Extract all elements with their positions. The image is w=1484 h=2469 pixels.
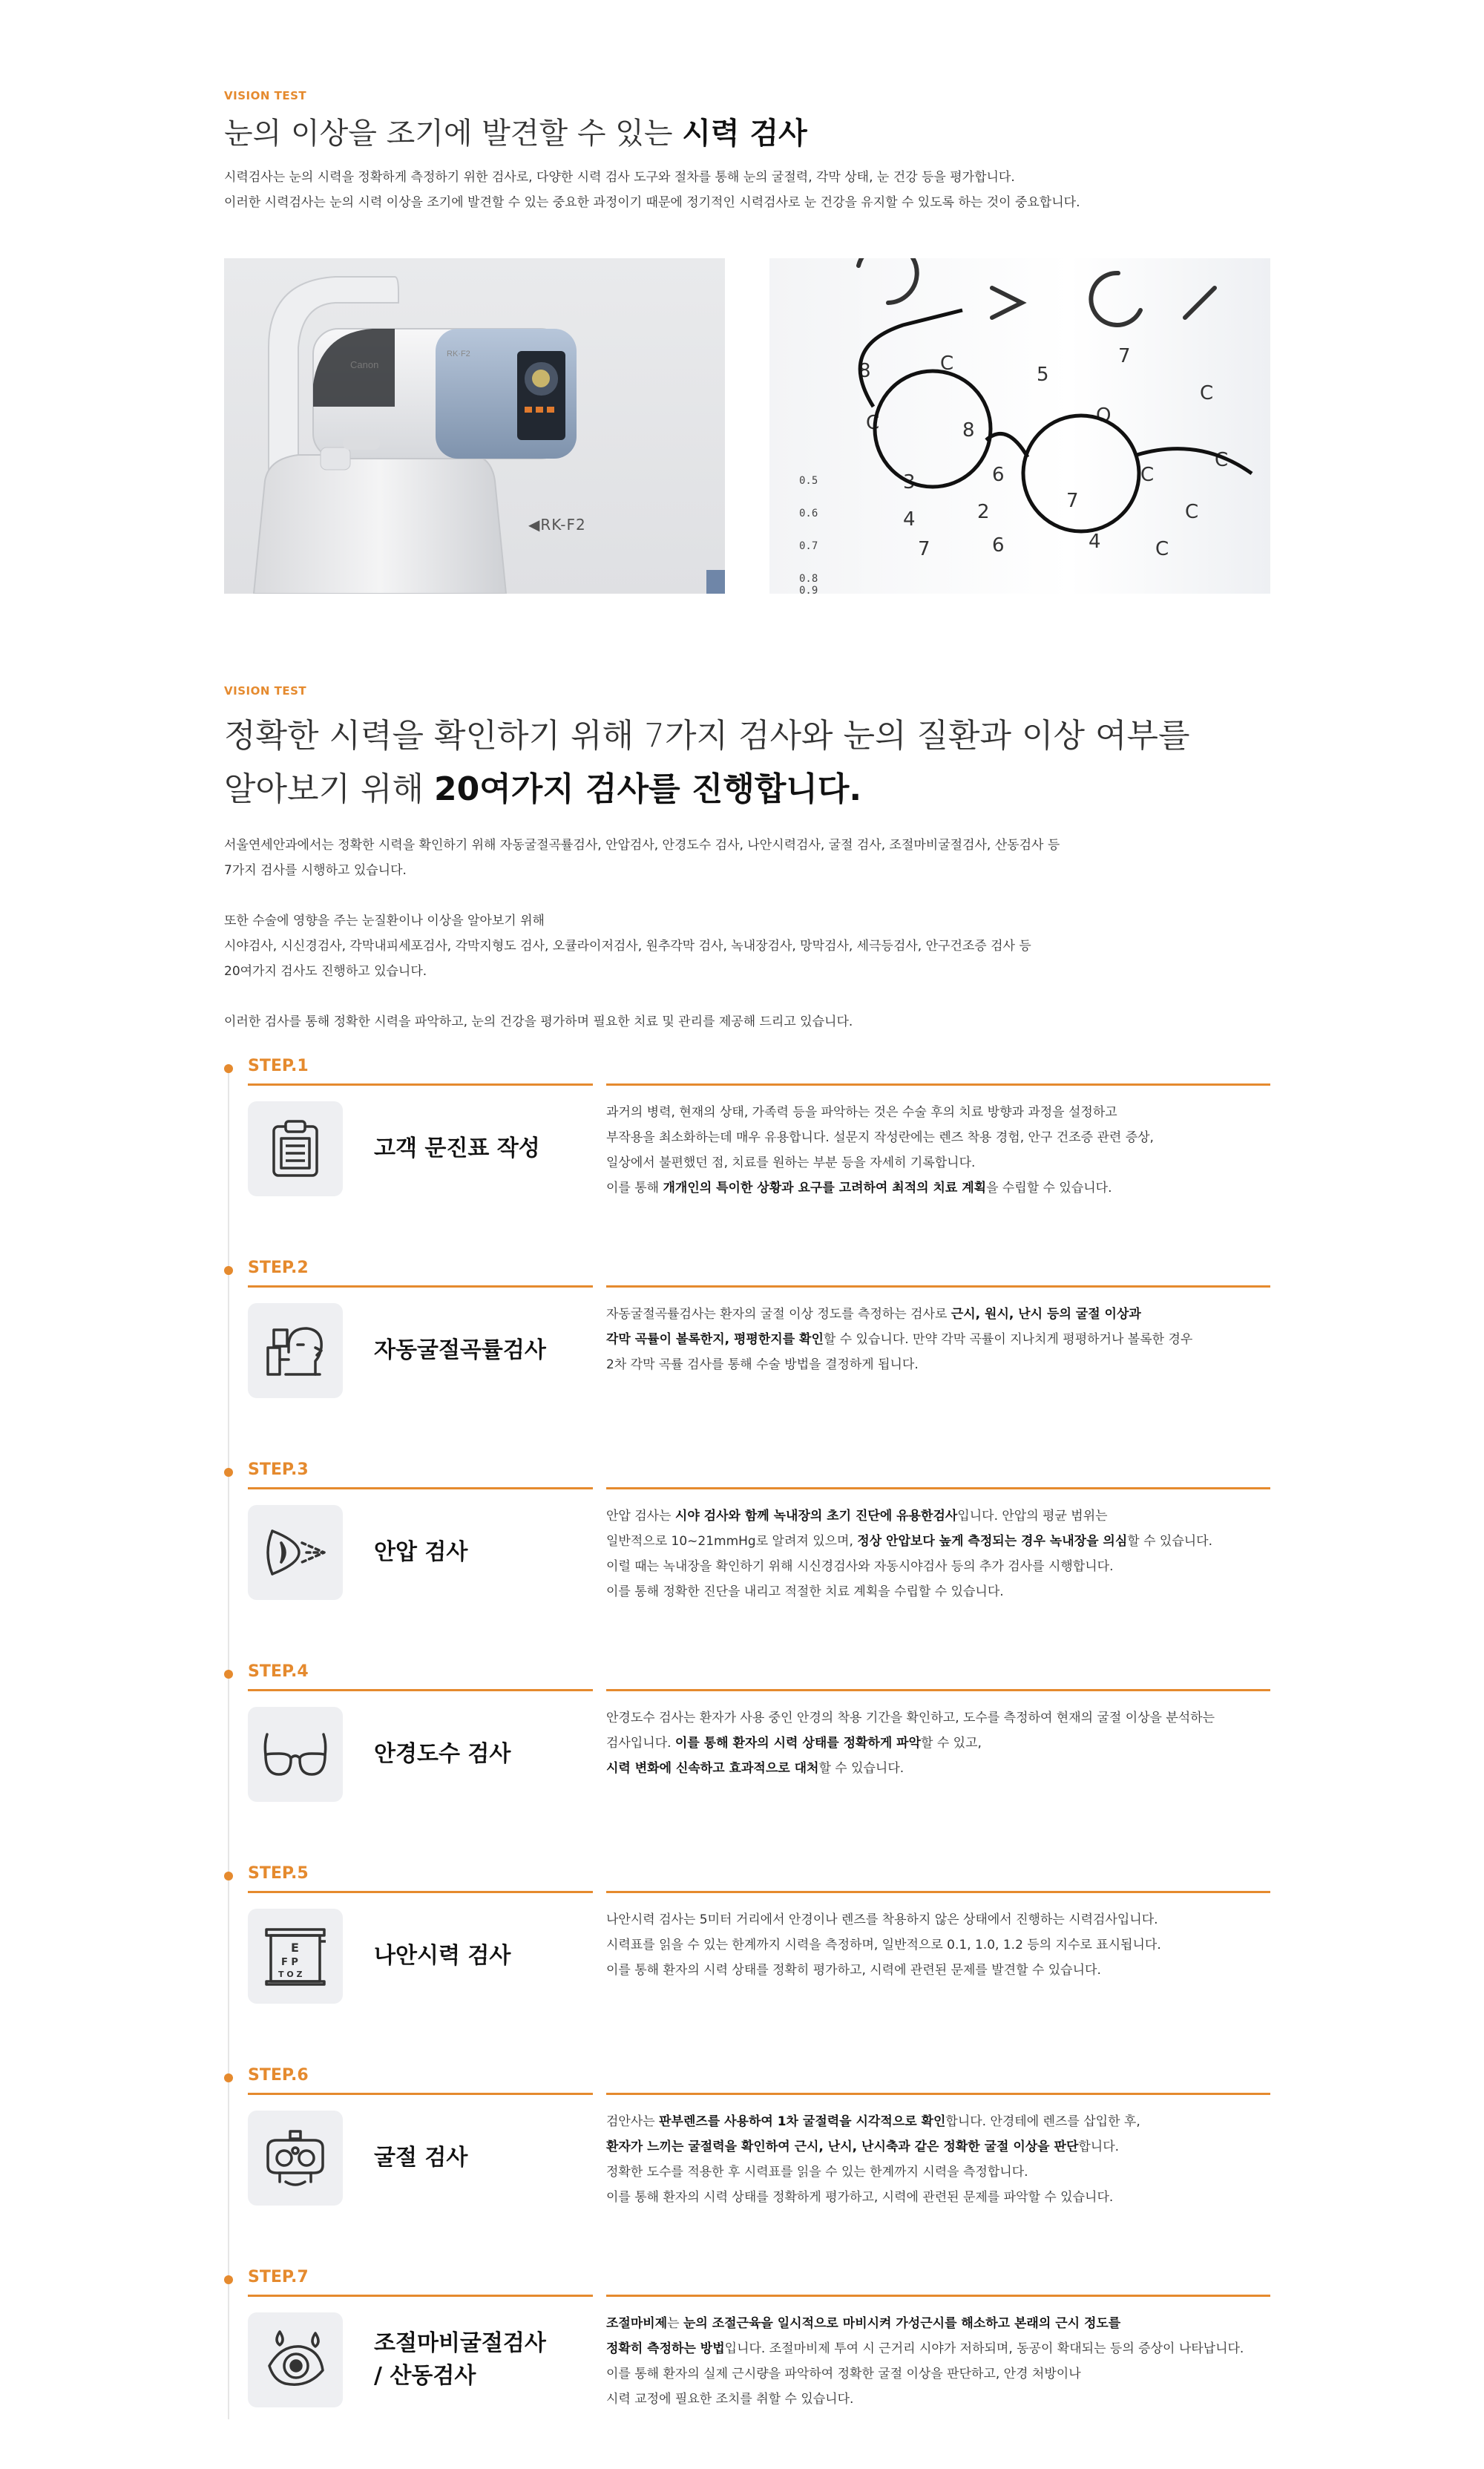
step-title: 나안시력 검사 bbox=[374, 1943, 511, 1969]
overview-title-line1: 정확한 시력을 확인하기 위해 7가지 검사와 눈의 질환과 이상 여부를 bbox=[224, 717, 1190, 755]
step-dot bbox=[224, 2073, 233, 2082]
step-description-line bbox=[606, 2160, 1270, 2185]
highlight-text: 개개인의 특이한 상황과 요구를 고려하여 최적의 치료 계획 bbox=[663, 1181, 987, 1196]
svg-text:4: 4 bbox=[903, 508, 916, 531]
step-divider-right bbox=[606, 1285, 1270, 1288]
step-label: STEP.1 bbox=[248, 1057, 309, 1075]
svg-text:C: C bbox=[1215, 449, 1229, 471]
step-description-line bbox=[606, 1529, 1270, 1554]
description-text: 검사입니다. bbox=[606, 1736, 675, 1751]
step-description bbox=[606, 1907, 1270, 1983]
step-description bbox=[606, 2109, 1270, 2210]
eye-pressure-icon bbox=[248, 1505, 343, 1600]
description-text: 시력 교정에 필요한 조치를 취할 수 있습니다. bbox=[606, 2392, 854, 2407]
description-text: 을 수립할 수 있습니다. bbox=[986, 1181, 1112, 1196]
phoropter-icon bbox=[248, 2111, 343, 2206]
step-divider-right bbox=[606, 1487, 1270, 1489]
step-description bbox=[606, 1302, 1270, 1377]
step-dot bbox=[224, 2275, 233, 2284]
step-dot bbox=[224, 1468, 233, 1477]
overview-title-line2-light: 알아보기 위해 bbox=[224, 770, 434, 808]
step-divider-left bbox=[248, 1083, 593, 1086]
step-description-line bbox=[606, 1125, 1270, 1150]
svg-text:7: 7 bbox=[1118, 345, 1131, 367]
svg-text:6: 6 bbox=[992, 534, 1005, 557]
step-dot bbox=[224, 1872, 233, 1881]
step-dot bbox=[224, 1266, 233, 1275]
description-text: 이를 통해 정확한 진단을 내리고 적절한 치료 계획을 수립할 수 있습니다. bbox=[606, 1584, 1004, 1599]
overview-title-line2-bold: 20여가지 검사를 진행합니다. bbox=[434, 770, 862, 808]
chart-row-label: 0.9 bbox=[799, 585, 818, 594]
intro-body: 시력검사는 눈의 시력을 정확하게 측정하기 위한 검사로, 다양한 시력 검사 도구와 절차를 통해 눈의 굴절력, 각막 상태, 눈 건강 등을 평가합니다. 이러한 시력검사는 눈의 시력 이상을 조기에 발견할 수 있는 중요한 과정이기 때문에 정기적인 시력검사로 눈 건강을 유지할 수 있도록 하는 것이 중요합니다. bbox=[224, 170, 1080, 210]
step-description-line bbox=[606, 1932, 1270, 1958]
step-divider-left bbox=[248, 1285, 593, 1288]
highlight-text: 각막 곡률이 볼록한지, 평평한지를 확인 bbox=[606, 1332, 824, 1347]
step-5 bbox=[224, 1864, 1270, 2059]
step-label: STEP.6 bbox=[248, 2066, 309, 2085]
description-text: 일상에서 불편했던 점, 치료를 원하는 부분 등을 자세히 기록합니다. bbox=[606, 1155, 976, 1170]
svg-text:5: 5 bbox=[1037, 364, 1049, 386]
chart-row-label: 0.7 bbox=[799, 540, 818, 552]
eye-chart-icon bbox=[248, 1909, 343, 2004]
description-text: 할 수 있습니다. bbox=[1127, 1534, 1212, 1549]
step-title: 안압 검사 bbox=[374, 1539, 468, 1565]
step-label: STEP.4 bbox=[248, 1662, 309, 1681]
device-model-label: ◀RK-F2 bbox=[528, 516, 586, 534]
highlight-text: 정상 안압보다 높게 측정되는 경우 녹내장을 의심 bbox=[857, 1534, 1128, 1549]
highlight-text: 시야 검사와 함께 녹내장의 초기 진단에 유용한검사 bbox=[674, 1509, 958, 1524]
step-description-line bbox=[606, 1352, 1270, 1377]
description-text: 할 수 있습니다. 만약 각막 곡률이 지나치게 평평하거나 볼록한 경우 bbox=[823, 1332, 1193, 1347]
step-2 bbox=[224, 1259, 1270, 1453]
step-description bbox=[606, 1100, 1270, 1201]
step-label: STEP.5 bbox=[248, 1864, 309, 1883]
svg-text:3: 3 bbox=[903, 471, 916, 494]
step-divider-left bbox=[248, 1487, 593, 1489]
step-description-line bbox=[606, 1554, 1270, 1579]
eye-drop-icon bbox=[248, 2312, 343, 2407]
svg-text:7: 7 bbox=[918, 538, 930, 560]
svg-text:8: 8 bbox=[962, 419, 975, 442]
step-description bbox=[606, 1504, 1270, 1604]
step-6 bbox=[224, 2066, 1270, 2260]
intro-title-light: 눈의 이상을 조기에 발견할 수 있는 bbox=[224, 117, 683, 151]
step-label: STEP.3 bbox=[248, 1460, 309, 1479]
intro-eyebrow: VISION TEST bbox=[224, 89, 307, 102]
description-text: 2차 각막 곡률 검사를 통해 수술 방법을 결정하게 됩니다. bbox=[606, 1357, 919, 1372]
svg-text:6: 6 bbox=[992, 464, 1005, 486]
chart-row-label: 0.5 bbox=[799, 475, 818, 487]
autorefractor-illustration bbox=[224, 258, 725, 594]
intro-photos bbox=[224, 258, 1270, 594]
description-text: 입니다. 안압의 평균 범위는 bbox=[957, 1509, 1108, 1524]
step-description bbox=[606, 1705, 1270, 1781]
intro-section bbox=[224, 89, 1270, 215]
description-text: 이를 통해 환자의 시력 상태를 정확하게 평가하고, 시력에 관련된 문제를 파악할 수 있습니다. bbox=[606, 2190, 1114, 2205]
step-description bbox=[606, 2311, 1270, 2412]
description-text: 할 수 있고, bbox=[921, 1736, 982, 1751]
description-text: 이를 통해 환자의 실제 근시량을 파악하여 정확한 굴절 이상을 판단하고, 안경 처방이나 bbox=[606, 2367, 1081, 2381]
step-description-line bbox=[606, 2336, 1270, 2361]
step-4 bbox=[224, 1662, 1270, 1857]
svg-text:C: C bbox=[1200, 382, 1214, 404]
step-description-line bbox=[606, 1504, 1270, 1529]
highlight-text: 판부렌즈를 사용하여 1차 굴절력을 시각적으로 확인 bbox=[659, 2114, 946, 2129]
description-text: 안압 검사는 bbox=[606, 1509, 675, 1524]
eye-chart-glasses-illustration bbox=[769, 258, 1270, 594]
intro-title-bold: 시력 검사 bbox=[682, 117, 807, 151]
overview-title bbox=[224, 709, 1270, 816]
description-text: 는 bbox=[667, 2316, 683, 2331]
description-text: 일반적으로 10~21mmHg로 알려져 있으며, bbox=[606, 1534, 858, 1549]
overview-section bbox=[224, 684, 1270, 1035]
step-divider-left bbox=[248, 1891, 593, 1893]
svg-text:7: 7 bbox=[1066, 490, 1079, 512]
description-text: 안경도수 검사는 환자가 사용 중인 안경의 착용 기간을 확인하고, 도수를 측정하여 현재의 굴절 이상을 분석하는 bbox=[606, 1711, 1215, 1725]
step-description-line bbox=[606, 2134, 1270, 2160]
description-text: 시력표를 읽을 수 있는 한계까지 시력을 측정하며, 일반적으로 0.1, 1.0, 1.2 등의 지수로 표시됩니다. bbox=[606, 1938, 1161, 1952]
step-dot bbox=[224, 1064, 233, 1073]
svg-text:RK·F2: RK·F2 bbox=[447, 350, 470, 358]
overview-eyebrow: VISION TEST bbox=[224, 684, 307, 698]
svg-text:C: C bbox=[1140, 464, 1155, 486]
overview-title-line2 bbox=[224, 763, 1270, 816]
step-description-line bbox=[606, 2311, 1270, 2336]
description-text: 입니다. 조절마비제 투여 시 근거리 시야가 저하되며, 동공이 확대되는 등의 증상이 나타납니다. bbox=[724, 2341, 1244, 2356]
description-text: 이를 통해 bbox=[606, 1181, 663, 1196]
step-description-line bbox=[606, 2361, 1270, 2387]
step-description-line bbox=[606, 2109, 1270, 2134]
svg-text:4: 4 bbox=[1089, 531, 1101, 553]
description-text: 합니다. bbox=[1078, 2140, 1120, 2154]
description-text: 합니다. 안경테에 렌즈를 삽입한 후, bbox=[945, 2114, 1140, 2129]
step-description-line bbox=[606, 2185, 1270, 2210]
highlight-text: 이를 통해 환자의 시력 상태를 정확하게 파악 bbox=[674, 1736, 922, 1751]
step-title: 조절마비굴절검사 / 산동검사 bbox=[374, 2330, 546, 2389]
step-description-line bbox=[606, 1907, 1270, 1932]
highlight-text: 정확히 측정하는 방법 bbox=[606, 2341, 725, 2356]
step-title: 고객 문진표 작성 bbox=[374, 1135, 540, 1161]
step-divider-left bbox=[248, 2093, 593, 2095]
description-text: 정확한 도수를 적용한 후 시력표를 읽을 수 있는 한계까지 시력을 측정합니다. bbox=[606, 2165, 1028, 2180]
step-3 bbox=[224, 1460, 1270, 1655]
clipboard-icon bbox=[248, 1101, 343, 1196]
overview-body: 서울연세안과에서는 정확한 시력을 확인하기 위해 자동굴절곡률검사, 안압검사, 안경도수 검사, 나안시력검사, 굴절 검사, 조절마비굴절검사, 산동검사 등 7가지 검사를 시행하고 있습니다. 또한 수술에 영향을 주는 눈질환이나 이상을 알아보기 위해 시야검사, 시신경검사, 각막내피세포검사, 각막지형도 검사, 오큘라이저검사, 원추각막 검사, 녹내장검사, 망막검사, 세극등검사, 안구건조증 검사 등 20여가지 검사도 진행하고 있습니다. 이러한 검사를 통해 정확한 시력을 파악하고, 눈의 건강을 평가하며 필요한 치료 및 관리를 제공해 드리고 있습니다. bbox=[224, 838, 1060, 1029]
description-text: 과거의 병력, 현재의 상태, 가족력 등을 파악하는 것은 수술 후의 치료 방향과 과정을 설정하고 bbox=[606, 1105, 1117, 1120]
step-1 bbox=[224, 1057, 1270, 1251]
step-description-line bbox=[606, 1958, 1270, 1983]
autorefractor-photo bbox=[224, 258, 725, 594]
description-text: 이럴 때는 녹내장을 확인하기 위해 시신경검사와 자동시야검사 등의 추가 검사를 시행합니다. bbox=[606, 1559, 1114, 1574]
step-description-line bbox=[606, 1100, 1270, 1125]
step-description-line bbox=[606, 1327, 1270, 1352]
step-divider-right bbox=[606, 1689, 1270, 1691]
svg-text:C: C bbox=[940, 353, 954, 375]
svg-text:F P: F P bbox=[281, 1957, 298, 1968]
autorefractor-icon bbox=[248, 1303, 343, 1398]
intro-title bbox=[224, 111, 1270, 156]
chart-row-label: 0.8 bbox=[799, 573, 818, 585]
step-title: 자동굴절곡률검사 bbox=[374, 1337, 546, 1363]
description-text: 자동굴절곡률검사는 환자의 굴절 이상 정도를 측정하는 검사로 bbox=[606, 1307, 951, 1322]
svg-text:C: C bbox=[1185, 501, 1199, 523]
step-label: STEP.2 bbox=[248, 1259, 309, 1277]
svg-text:C: C bbox=[866, 412, 880, 434]
highlight-text: 눈의 조절근육을 일시적으로 마비시켜 가성근시를 해소하고 본래의 근시 정도를 bbox=[683, 2316, 1121, 2331]
description-text: 이를 통해 환자의 시력 상태를 정확히 평가하고, 시력에 관련된 문제를 발견할 수 있습니다. bbox=[606, 1963, 1101, 1978]
step-divider-right bbox=[606, 1891, 1270, 1893]
step-title: 안경도수 검사 bbox=[374, 1741, 511, 1767]
description-text: 할 수 있습니다. bbox=[818, 1761, 904, 1776]
step-divider-right bbox=[606, 1083, 1270, 1086]
step-description-line bbox=[606, 1150, 1270, 1176]
svg-text:8: 8 bbox=[858, 360, 871, 382]
svg-text:O: O bbox=[1096, 404, 1112, 427]
description-text: 부작용을 최소화하는데 매우 유용합니다. 설문지 작성란에는 렌즈 착용 경험, 안구 건조증 관련 증상, bbox=[606, 1130, 1154, 1145]
step-description-line bbox=[606, 1579, 1270, 1604]
svg-text:Canon: Canon bbox=[350, 359, 379, 370]
description-text: 나안시력 검사는 5미터 거리에서 안경이나 렌즈를 착용하지 않은 상태에서 진행하는 시력검사입니다. bbox=[606, 1912, 1158, 1927]
step-label: STEP.7 bbox=[248, 2268, 309, 2286]
step-dot bbox=[224, 1670, 233, 1679]
highlight-text: 환자가 느끼는 굴절력을 확인하여 근시, 난시, 난시축과 같은 정확한 굴절 이상을 판단 bbox=[606, 2140, 1079, 2154]
step-7 bbox=[224, 2268, 1270, 2462]
step-divider-right bbox=[606, 2093, 1270, 2095]
chart-row-label: 0.6 bbox=[799, 508, 818, 519]
highlight-text: 근시, 원시, 난시 등의 굴절 이상과 bbox=[951, 1307, 1141, 1322]
svg-text:2: 2 bbox=[977, 501, 990, 523]
step-description-line bbox=[606, 1176, 1270, 1201]
step-description-line bbox=[606, 1756, 1270, 1781]
svg-text:C: C bbox=[1155, 538, 1169, 560]
step-title: 굴절 검사 bbox=[374, 2145, 468, 2171]
highlight-text: 조절마비제 bbox=[606, 2316, 668, 2331]
step-description-line bbox=[606, 1705, 1270, 1731]
step-divider-left bbox=[248, 2295, 593, 2297]
svg-text:T O Z: T O Z bbox=[278, 1970, 303, 1979]
step-description-line bbox=[606, 2387, 1270, 2412]
description-text: 검안사는 bbox=[606, 2114, 660, 2129]
svg-text:E: E bbox=[291, 1941, 299, 1955]
step-divider-left bbox=[248, 1689, 593, 1691]
glasses-icon bbox=[248, 1707, 343, 1802]
step-divider-right bbox=[606, 2295, 1270, 2297]
highlight-text: 시력 변화에 신속하고 효과적으로 대처 bbox=[606, 1761, 819, 1776]
step-description-line bbox=[606, 1731, 1270, 1756]
step-description-line bbox=[606, 1302, 1270, 1327]
eye-chart-photo bbox=[769, 258, 1270, 594]
